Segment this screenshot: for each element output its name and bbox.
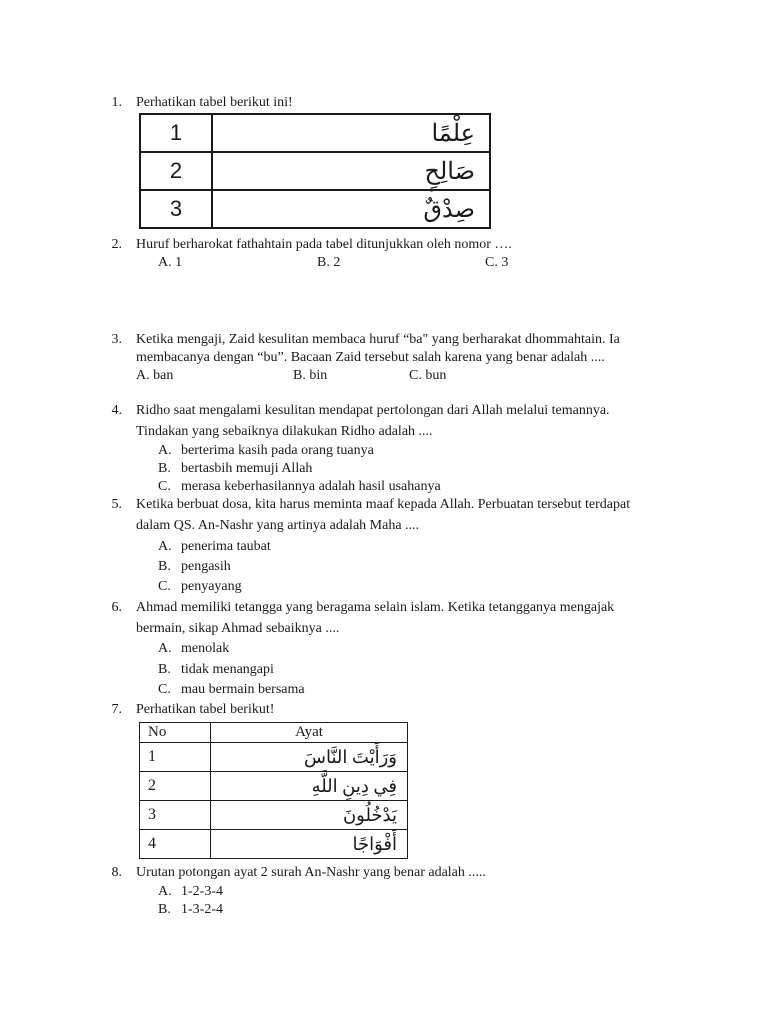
option-letter: B. <box>158 559 171 574</box>
table-row <box>140 152 490 190</box>
table-row <box>140 830 408 859</box>
option-letter: C. <box>158 682 171 697</box>
question-text: Huruf berharokat fathahtain pada tabel ditunjukkan oleh nomor …. <box>136 237 512 252</box>
option-a: A. ban <box>136 368 174 383</box>
table-cell-number: 3 <box>140 801 211 830</box>
option-text: 1-2-3-4 <box>181 884 223 899</box>
option-a: A. 1 <box>158 255 183 270</box>
option-text: pengasih <box>181 559 231 574</box>
option-letter: A. <box>158 443 172 458</box>
option-text: bertasbih memuji Allah <box>181 461 313 476</box>
table-cell-arabic: عِلْمًا <box>212 114 490 152</box>
table-row <box>140 190 490 228</box>
table-cell-arabic: يَدْخُلُونَ <box>211 801 408 830</box>
option-text: merasa keberhasilannya adalah hasil usahanya <box>181 479 441 494</box>
table-cell-arabic: صَالِحٍ <box>212 152 490 190</box>
option-text: berterima kasih pada orang tuanya <box>181 443 374 458</box>
question-text: membacanya dengan “bu”. Bacaan Zaid tersebut salah karena yang benar adalah .... <box>136 350 605 365</box>
table-cell-number: 2 <box>140 152 212 190</box>
question-number: 3. <box>111 332 122 347</box>
arabic-table-1 <box>139 113 491 229</box>
table-cell-number: 3 <box>140 190 212 228</box>
table-row <box>140 743 408 772</box>
question-number: 1. <box>111 95 122 110</box>
question-number: 6. <box>111 600 122 615</box>
question-text: Ketika mengaji, Zaid kesulitan membaca huruf “ba" yang berharakat dhommahtain. Ia <box>136 332 620 347</box>
table-cell-arabic: وَرَأَيْتَ النَّاسَ <box>211 743 408 772</box>
option-text: mau bermain bersama <box>181 682 305 697</box>
table-cell-number: 1 <box>140 114 212 152</box>
question-text: Ketika berbuat dosa, kita harus meminta maaf kepada Allah. Perbuatan tersebut terdapat <box>136 497 631 512</box>
option-c: C. bun <box>409 368 447 383</box>
table-cell-arabic: صِدْقٌ <box>212 190 490 228</box>
question-number: 4. <box>111 403 122 418</box>
table-header-ayat: Ayat <box>211 723 408 743</box>
arabic-table-2 <box>139 722 408 859</box>
question-text: Tindakan yang sebaiknya dilakukan Ridho adalah .... <box>136 424 433 439</box>
option-text: 1-3-2-4 <box>181 902 223 917</box>
question-number: 5. <box>111 497 122 512</box>
option-b: B. bin <box>293 368 328 383</box>
table-header-row <box>140 723 408 743</box>
option-letter: C. <box>158 479 171 494</box>
question-number: 7. <box>111 702 122 717</box>
option-letter: A. <box>158 641 172 656</box>
table-cell-arabic: أَفْوَاجًا <box>211 830 408 859</box>
table-row <box>140 114 490 152</box>
question-text: Ridho saat mengalami kesulitan mendapat pertolongan dari Allah melalui temannya. <box>136 403 610 418</box>
option-letter: B. <box>158 902 171 917</box>
option-text: penerima taubat <box>181 539 271 554</box>
table-row <box>140 801 408 830</box>
question-number: 8. <box>111 865 122 880</box>
question-text: Ahmad memiliki tetangga yang beragama selain islam. Ketika tetangganya mengajak <box>136 600 615 615</box>
question-text: Perhatikan tabel berikut! <box>136 702 275 717</box>
question-text: Perhatikan tabel berikut ini! <box>136 95 293 110</box>
question-text: bermain, sikap Ahmad sebaiknya .... <box>136 621 340 636</box>
table-header-no: No <box>140 723 211 743</box>
question-number: 2. <box>111 237 122 252</box>
table-cell-number: 2 <box>140 772 211 801</box>
option-letter: C. <box>158 579 171 594</box>
option-letter: A. <box>158 539 172 554</box>
option-letter: B. <box>158 662 171 677</box>
table-cell-arabic: فِي دِينِ اللَّهِ <box>211 772 408 801</box>
option-c: C. 3 <box>485 255 509 270</box>
table-row <box>140 772 408 801</box>
option-b: B. 2 <box>317 255 341 270</box>
option-text: tidak menangapi <box>181 662 274 677</box>
option-text: penyayang <box>181 579 242 594</box>
table-cell-number: 1 <box>140 743 211 772</box>
option-text: menolak <box>181 641 230 656</box>
option-letter: B. <box>158 461 171 476</box>
option-letter: A. <box>158 884 172 899</box>
question-text: Urutan potongan ayat 2 surah An-Nashr yang benar adalah ..... <box>136 865 486 880</box>
question-text: dalam QS. An-Nashr yang artinya adalah Maha .... <box>136 518 420 533</box>
table-cell-number: 4 <box>140 830 211 859</box>
